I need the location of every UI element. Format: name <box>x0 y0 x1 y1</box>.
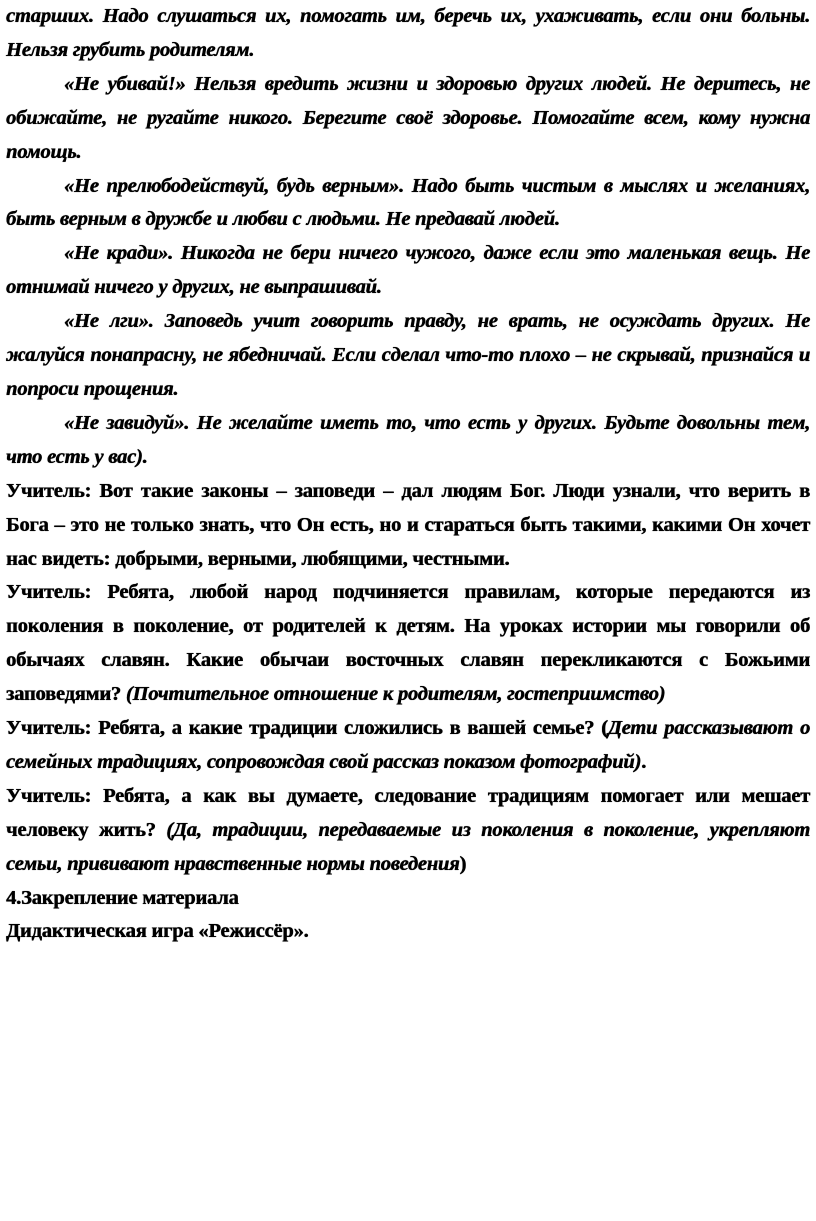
paragraph-teacher-laws <box>6 475 810 577</box>
paragraph-commandment-adultery: «Не прелюбодействуй, будь верным». Надо быть чистым в мыслях и желаниях, быть верным в дружбе и любви с людьми. Не предавай людей. <box>6 174 810 231</box>
paragraph-commandment-lie: «Не лги». Заповедь учит говорить правду, не врать, не осуждать других. Не жалуйся понапрасну, не ябедничай. Если сделал что-то плохо – не скрывай, признайся и попроси прощения. <box>6 310 810 400</box>
answer-tail: . <box>641 750 647 773</box>
section-heading: 4.Закрепление материала <box>6 886 239 909</box>
teacher-speech: Вот такие законы – заповеди – дал людям Бог. Люди узнали, что верить в Бога – это не только знать, что Он есть, но и стараться быть такими, какими Он хочет нас видеть: добрыми, верными, любящими, честными. <box>6 479 810 570</box>
paragraph-commandment-kill: «Не убивай!» Нельзя вредить жизни и здоровью других людей. Не деритесь, не обижайте, не ругайте никого. Берегите своё здоровье. Помогайте всем, кому нужна помощь. <box>6 72 810 163</box>
teacher-speech: Ребята, а как вы думаете, следование традициям помогает или мешает человеку жить? <box>6 784 810 841</box>
speaker-label: Учитель: <box>6 717 92 740</box>
document-page <box>6 0 810 949</box>
student-answer: (Да, традиции, передаваемые из поколения в поколение, укрепляют семьи, прививают нравственные нормы поведения <box>6 818 810 875</box>
speaker-label: Учитель: <box>6 784 92 807</box>
student-answer: (Почтительное отношение к родителям, гостеприимство) <box>125 683 666 706</box>
teacher-speech: Ребята, а какие традиции сложились в вашей семье? ( <box>91 717 608 740</box>
teacher-speech: Ребята, любой народ подчиняется правилам, которые передаются из поколения в поколение, от родителей к детям. На уроках истории мы говорили об обычаях славян. Какие обычаи восточных славян перекликаются с Божьими заповедями? <box>6 581 810 706</box>
game-heading: Дидактическая игра «Режиссёр». <box>6 920 309 943</box>
answer-tail: ) <box>459 852 467 875</box>
speaker-label: Учитель: <box>6 581 92 604</box>
paragraph-parents: старших. Надо слушаться их, помогать им, беречь их, ухаживать, если они больны. Нельзя грубить родителям. <box>6 5 810 61</box>
paragraph-teacher-customs <box>6 576 810 712</box>
student-answer: Дети рассказывают о семейных традициях, сопровождая свой рассказ показом фотографий) <box>6 717 810 773</box>
paragraph-commandment-envy: «Не завидуй». Не желайте иметь то, что есть у других. Будьте довольны тем, что есть у вас). <box>6 411 810 468</box>
paragraph-commandment-steal: «Не кради». Никогда не бери ничего чужого, даже если это маленькая вещь. Не отнимай ничего у других, не выпрашивай. <box>6 242 810 299</box>
speaker-label: Учитель: <box>6 479 92 502</box>
paragraph-teacher-traditions <box>6 712 810 780</box>
paragraph-teacher-following <box>6 780 810 882</box>
